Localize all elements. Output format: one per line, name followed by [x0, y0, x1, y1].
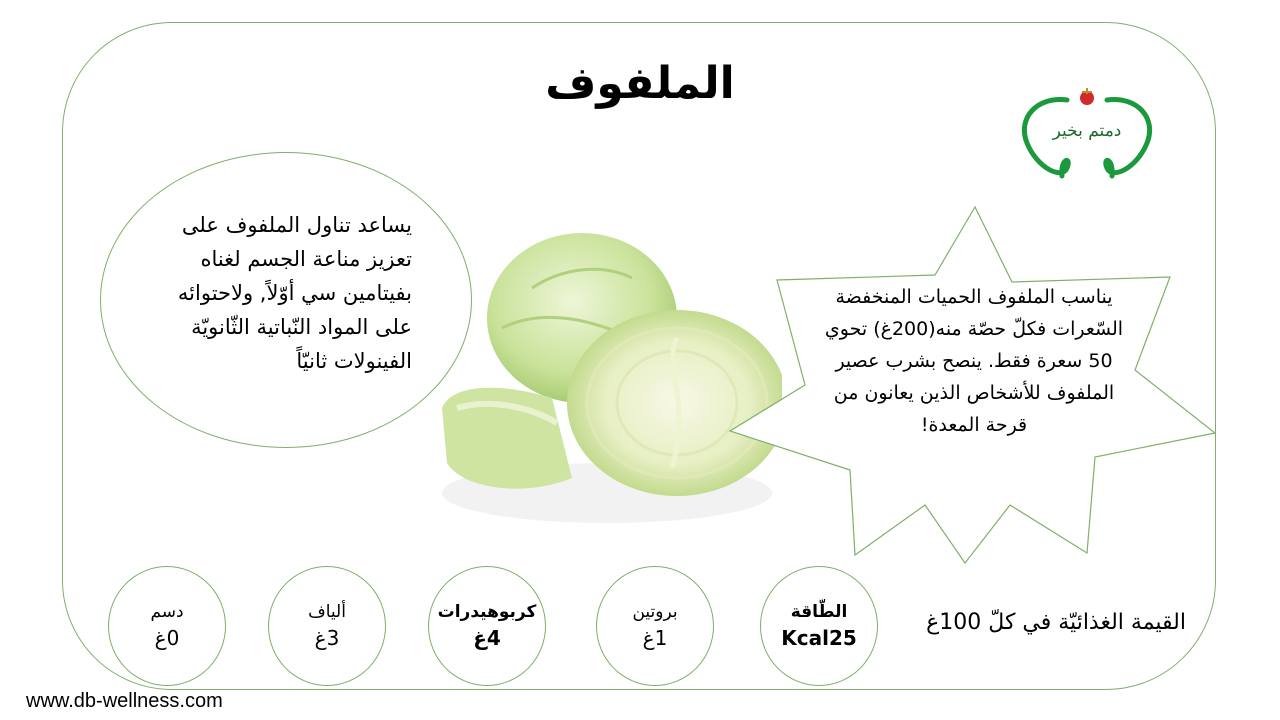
logo	[1012, 88, 1162, 188]
nutrition-carbs	[428, 566, 546, 686]
nutrition-label: بروتين	[632, 602, 678, 622]
nutrition-value: 4غ	[473, 626, 501, 650]
page-title: الملفوف	[545, 58, 735, 109]
nutrition-label: دسم	[150, 602, 184, 622]
nutrition-value: 0غ	[154, 626, 180, 650]
nutrition-fiber	[268, 566, 386, 686]
nutrition-value: 1غ	[642, 626, 668, 650]
nutrition-energy	[760, 566, 878, 686]
nutrition-fat	[108, 566, 226, 686]
nutrition-value: Kcal25	[781, 626, 857, 650]
nutrition-value: 3غ	[314, 626, 340, 650]
immunity-info-text: يساعد تناول الملفوف على تعزيز مناعة الجسم لغناه بفيتامين سي أوّلاً, ولاحتوائه على المواد النّباتية الثّانويّة الفينولات ثانيّاً	[177, 213, 412, 373]
logo-text: دمتم بخير	[1052, 121, 1122, 141]
wellness-swirl-logo-icon	[1012, 88, 1162, 188]
nutrition-label: كربوهيدرات	[437, 602, 537, 622]
website-url: www.db-wellness.com	[26, 690, 223, 712]
nutrition-heading: القيمة الغذائيّة في كلّ 100غ	[926, 610, 1186, 635]
diet-tip-text: يناسب الملفوف الحميات المنخفضة السّعرات فكلّ حصّة منه(200غ) تحوي 50 سعرة فقط. ينصح بشرب عصير الملفوف للأشخاص الذين يعانون من قرحة المعدة!	[824, 286, 1124, 436]
nutrition-protein	[596, 566, 714, 686]
nutrition-label: الطّاقة	[790, 602, 848, 622]
nutrition-label: ألياف	[308, 602, 346, 622]
